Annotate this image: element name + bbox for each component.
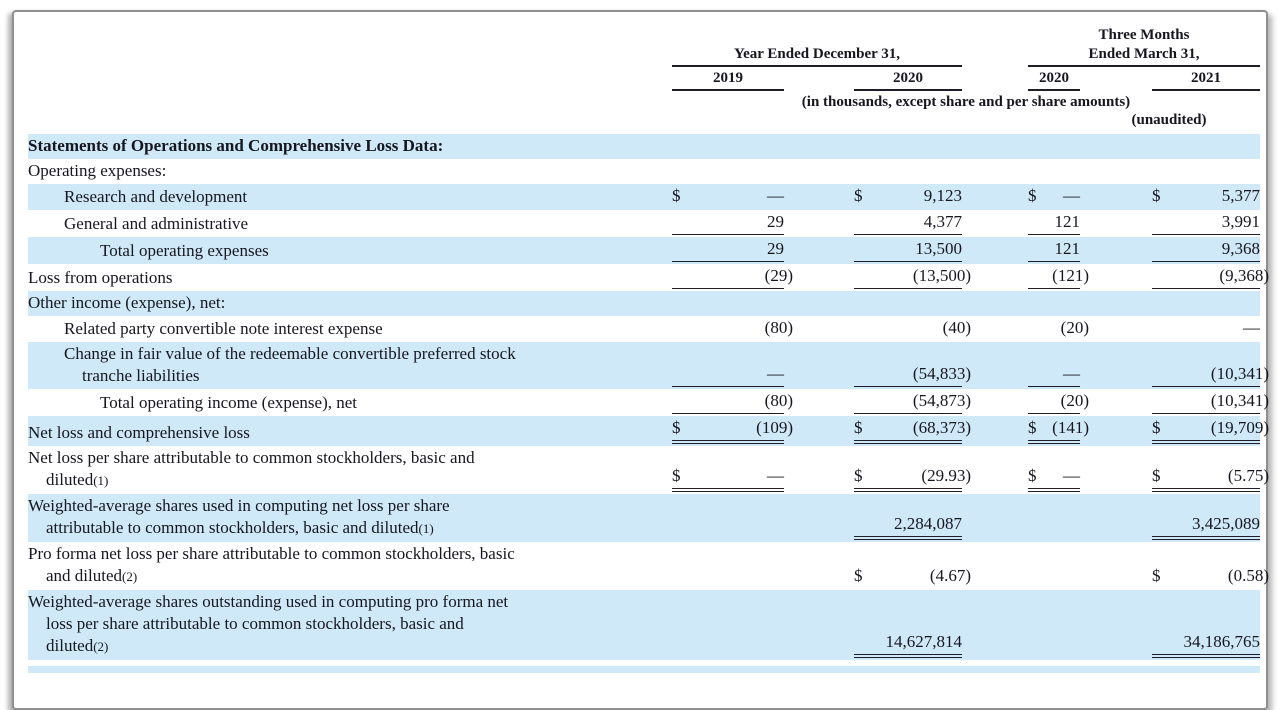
row-label: Net loss and comprehensive loss [28,423,250,442]
year-column-2020-q1: 2020 [1028,69,1080,91]
row-label: Loss from operations [28,268,173,287]
cell-value: — [767,466,784,485]
dollar-sign: $ [1028,418,1037,437]
value-cell-2019 [672,539,784,540]
dollar-sign: $ [854,418,863,437]
value-cell-2020-annual [854,390,971,414]
value-cell-2020-annual [854,313,962,314]
table-row [28,446,1269,494]
cell-value: (68,373) [912,418,971,437]
table-row [28,542,1269,590]
value-cell-2019 [672,211,784,235]
value-cell-2020-q1 [1028,156,1080,157]
value-cell-2020-annual [854,156,962,157]
three-months-group-header [1028,26,1260,67]
dollar-sign: $ [672,418,681,437]
row-label: General and administrative [64,214,249,233]
cell-value: (29.93) [921,466,971,485]
value-cell-2019 [672,265,793,289]
row-label: Research and development [64,187,248,206]
cell-value: 9,368 [1221,239,1260,258]
value-cell-2021-q1 [1152,363,1269,387]
value-cell-2019 [672,390,793,414]
unaudited-note: (unaudited) [1131,112,1207,128]
cell-value: (40) [942,318,971,337]
dollar-sign: $ [672,186,681,205]
dollar-sign: $ [1152,418,1161,437]
value-cell-2019 [672,313,784,314]
value-cell-2020-q1 [1028,657,1080,658]
cell-value: 4,377 [923,212,962,231]
table-row [28,342,1269,389]
cell-value: (80) [764,318,793,337]
cell-value: — [767,186,784,205]
cell-value: — [767,364,784,383]
cell-value: 3,991 [1221,212,1260,231]
value-cell-2020-q1 [1028,313,1080,314]
dollar-sign: $ [854,186,863,205]
cell-value: (13,500) [912,266,971,285]
value-cell-2021-q1 [1152,417,1269,444]
cell-value: (54,833) [912,364,971,383]
table-row [28,237,1260,264]
value-cell-2020-annual [854,265,971,289]
value-cell-2020-q1 [1028,587,1080,588]
table-row [28,159,1260,184]
value-cell-2020-q1 [1028,390,1089,414]
value-cell-2020-annual [854,465,971,492]
three-months-label-line1: Three Months [1098,27,1190,43]
year-ended-label: Year Ended December 31, [733,46,901,62]
cell-value: 121 [1054,212,1080,231]
cell-value: (19,709) [1210,418,1269,437]
cell-value: (0.58) [1227,566,1269,585]
value-cell-2021-q1 [1152,156,1260,157]
dollar-sign: $ [672,466,681,485]
cell-value: (54,873) [912,391,971,410]
value-cell-2021-q1 [1152,211,1260,235]
table-row [28,291,1260,316]
cell-value: (10,341) [1210,391,1269,410]
cell-value: 2,284,087 [894,514,962,533]
value-cell-2020-annual [854,211,962,235]
year-column-2020-annual: 2020 [854,69,962,91]
value-cell-2020-q1 [1028,417,1089,444]
value-cell-2019 [672,156,784,157]
value-cell-2020-annual [854,631,962,658]
cell-value: 5,377 [1221,186,1260,205]
value-cell-2020-q1 [1028,181,1080,182]
dollar-sign: $ [1152,466,1161,485]
value-cell-2021-q1 [1152,465,1269,492]
dollar-sign: $ [1028,186,1037,205]
thousands-note: (in thousands, except share and per share amounts) [801,94,1131,110]
value-cell-2020-annual [854,238,962,262]
value-cell-2020-annual [854,181,962,182]
document-page [12,10,1268,710]
value-cell-2019 [672,363,784,387]
row-label: Total operating expenses [100,241,269,260]
value-cell-2020-annual [854,417,971,444]
table-body [28,134,1269,660]
cell-value: (20) [1060,318,1089,337]
cell-value: (9,368) [1219,266,1269,285]
partial-row-stripe [28,666,1260,673]
value-cell-2021-q1 [1152,238,1260,262]
dollar-sign: $ [1152,566,1161,585]
value-cell-2020-q1 [1028,539,1080,540]
value-cell-2020-q1 [1028,185,1080,208]
row-label: Weighted-average shares outstanding used in computing pro forma net loss per share attributable to common stockholders, basic and diluted(2) [28,592,509,655]
cell-value: (4.67) [929,566,971,585]
value-cell-2021-q1 [1152,317,1260,340]
dollar-sign: $ [854,566,863,585]
cell-value: (109) [756,418,793,437]
cell-value: (10,341) [1210,364,1269,383]
cell-value: (121) [1052,266,1089,285]
value-cell-2020-annual [854,185,962,208]
dollar-sign: $ [854,466,863,485]
cell-value: 29 [767,239,784,258]
value-cell-2021-q1 [1152,185,1260,208]
row-label: Related party convertible note interest expense [64,319,383,338]
table-row [28,590,1260,660]
cell-value: — [1063,466,1080,485]
row-label: Net loss per share attributable to common stockholders, basic and diluted(1) [28,448,475,489]
table-row [28,416,1269,446]
dollar-sign: $ [1152,186,1161,205]
dollar-sign: $ [1028,466,1037,485]
three-months-label-line2: Ended March 31, [1088,46,1200,62]
value-cell-2021-q1 [1152,513,1260,540]
row-label: Weighted-average shares used in computing net loss per share attributable to common stockholders, basic and diluted(1) [28,496,450,537]
table-header [28,26,1260,129]
table-row [28,134,1260,159]
cell-value: (80) [764,391,793,410]
value-cell-2019 [672,657,784,658]
cell-value: — [1063,364,1080,383]
value-cell-2020-annual [854,565,971,588]
year-column-2021-q1: 2021 [1152,69,1260,91]
value-cell-2020-q1 [1028,465,1080,492]
value-cell-2021-q1 [1152,390,1269,414]
value-cell-2020-annual [854,513,962,540]
row-label: Operating expenses: [28,161,167,180]
value-cell-2019 [672,587,784,588]
row-label: Change in fair value of the redeemable convertible preferred stock tranche liabilities [64,344,516,385]
value-cell-2020-annual [854,317,971,340]
year-column-2019: 2019 [672,69,784,91]
row-label: Other income (expense), net: [28,293,226,312]
value-cell-2020-q1 [1028,211,1080,235]
table-row [28,494,1260,542]
value-cell-2021-q1 [1152,313,1260,314]
value-cell-2020-q1 [1028,238,1080,262]
cell-value: 9,123 [923,186,962,205]
period-group-row [28,26,1260,67]
row-label: Pro forma net loss per share attributable to common stockholders, basic and diluted(2) [28,544,515,585]
cell-value: 34,186,765 [1183,632,1260,651]
value-cell-2020-q1 [1028,317,1089,340]
row-label: Total operating income (expense), net [100,393,358,412]
cell-value: (29) [764,266,793,285]
table-row [28,210,1260,237]
table-row [28,184,1260,210]
cell-value: 13,500 [915,239,962,258]
value-cell-2019 [672,317,793,340]
cell-value: 121 [1054,239,1080,258]
value-cell-2021-q1 [1152,181,1260,182]
value-cell-2019 [672,185,784,208]
value-cell-2021-q1 [1152,565,1269,588]
value-cell-2019 [672,238,784,262]
table-row [28,389,1269,416]
value-cell-2021-q1 [1152,265,1269,289]
value-cell-2019 [672,465,784,492]
cell-value: — [1063,186,1080,205]
financial-table [14,12,1269,673]
cell-value: 29 [767,212,784,231]
table-row [28,264,1269,291]
value-cell-2020-q1 [1028,265,1089,289]
year-columns-row [28,69,1260,91]
value-cell-2021-q1 [1152,631,1260,658]
cell-value: (5.75) [1227,466,1269,485]
cell-value: (20) [1060,391,1089,410]
cell-value: 14,627,814 [885,632,962,651]
row-label: Statements of Operations and Comprehensive Loss Data: [28,136,444,155]
value-cell-2020-q1 [1028,363,1080,387]
cell-value: (141) [1052,418,1089,437]
year-ended-group-header [672,45,962,67]
value-cell-2019 [672,181,784,182]
cell-value: — [1243,318,1260,337]
cell-value: 3,425,089 [1192,514,1260,533]
value-cell-2019 [672,417,793,444]
table-row [28,316,1260,342]
value-cell-2020-annual [854,363,971,387]
